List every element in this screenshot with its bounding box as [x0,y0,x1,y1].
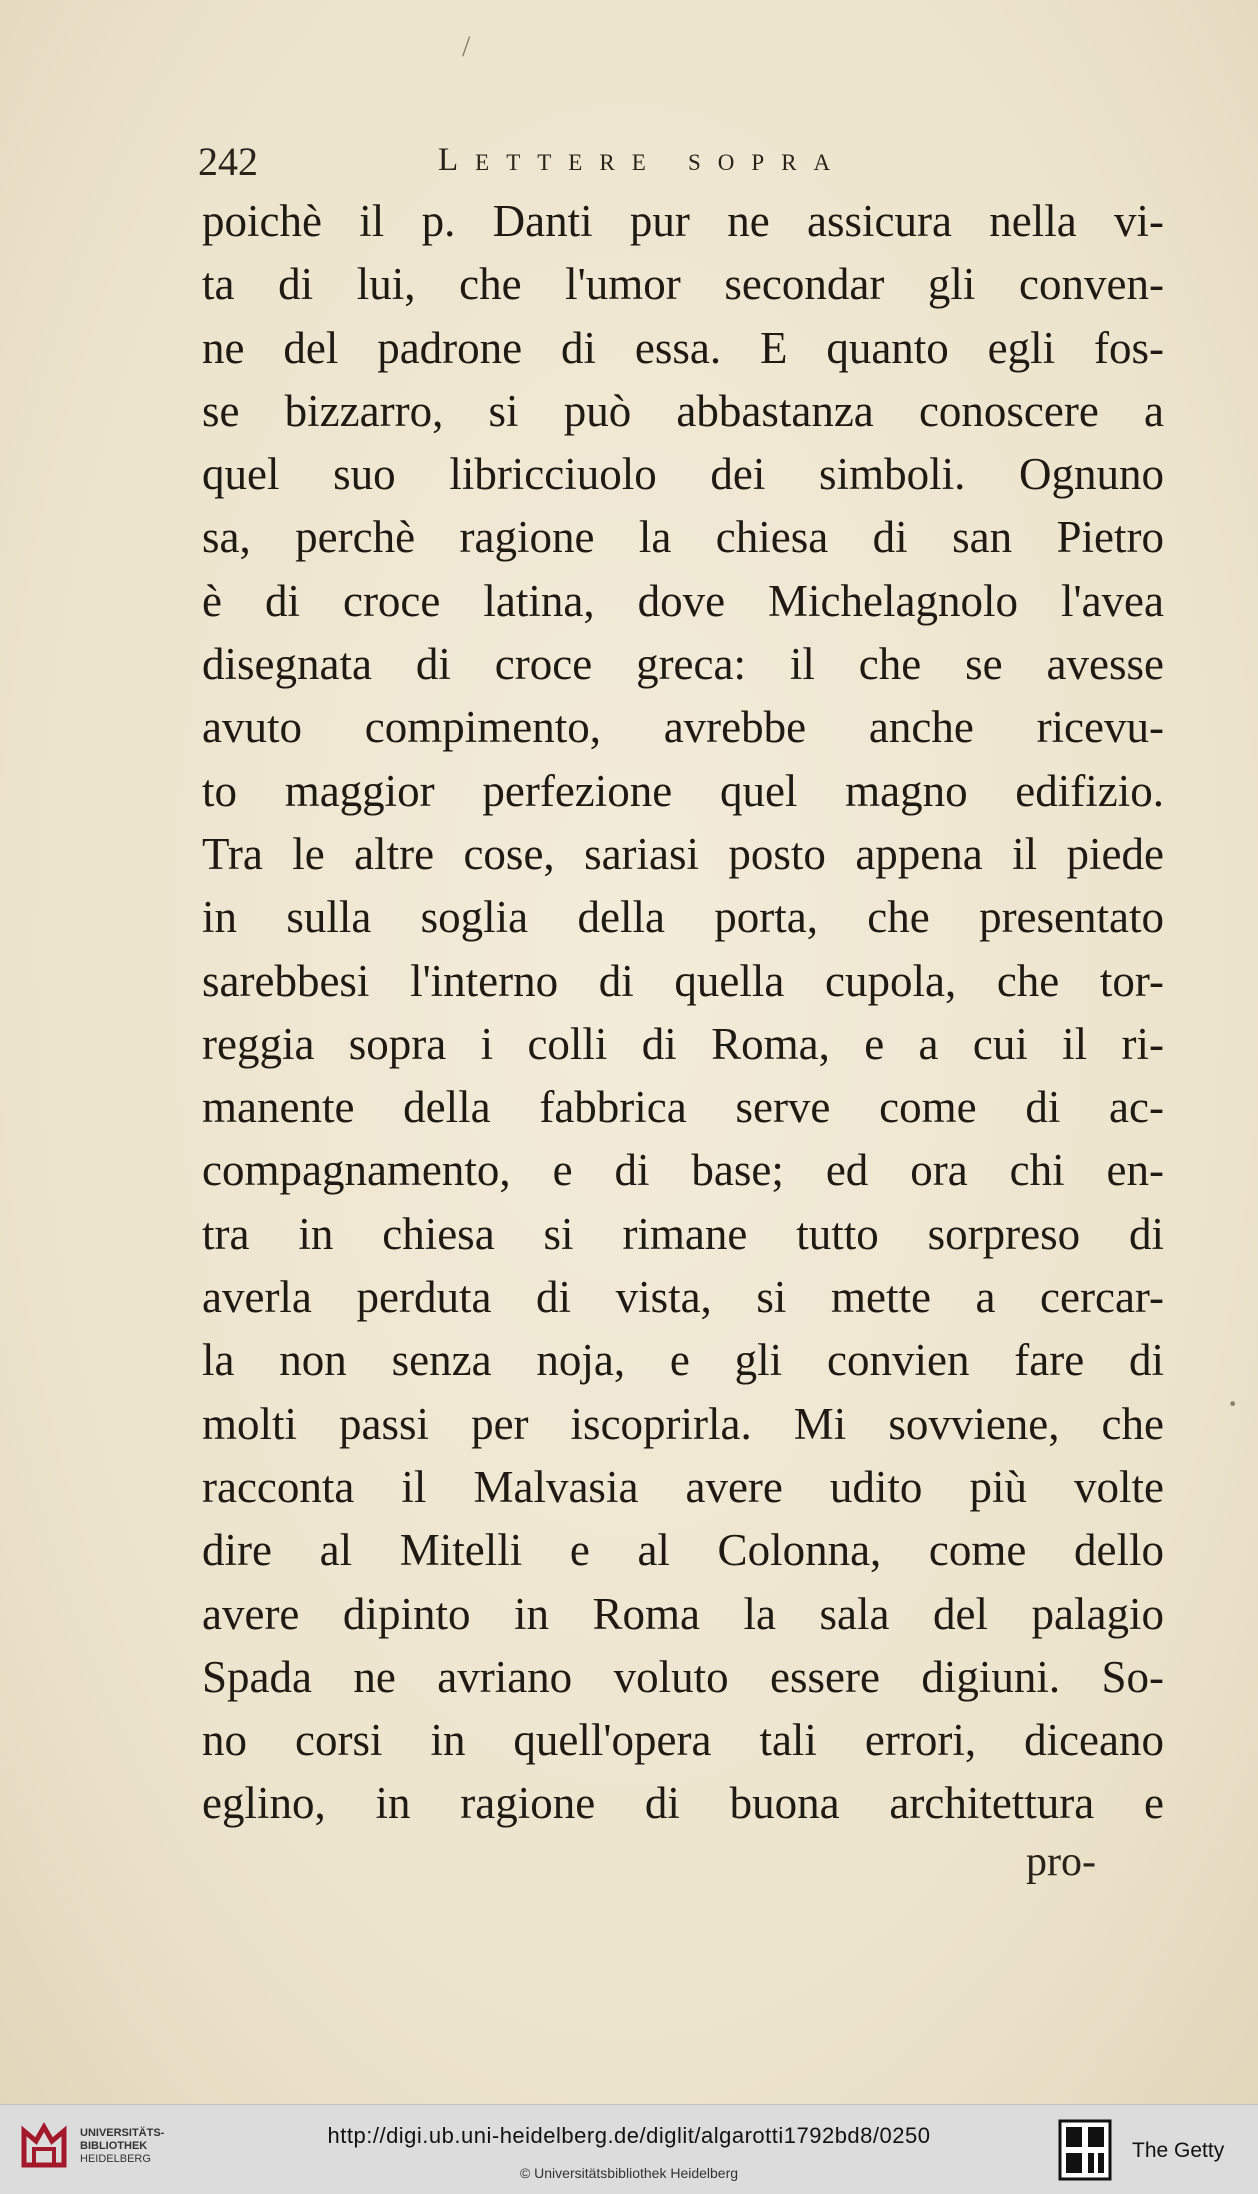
margin-mark: · [1226,1381,1240,1426]
getty-name[interactable]: The Getty [1132,2139,1225,2162]
text-line: ta di lui, che l'umor secondar gli conven- [202,259,1164,310]
copyright-notice: © Universitätsbibliothek Heidelberg [519,2165,739,2181]
text-line: Tra le altre cose, sariasi posto appena il piede [202,828,1164,879]
text-line: reggia sopra i colli di Roma, e a cui il ri- [202,1018,1164,1069]
body-text [202,190,1164,1836]
text-line: se bizzarro, si può abbastanza conoscere a [202,385,1164,436]
text-line: tra in chiesa si rimane tutto sorpreso di [202,1208,1164,1259]
text-line: avuto compimento, avrebbe anche ricevu- [202,702,1164,753]
page-header [198,138,1148,188]
text-line: Spada ne avriano voluto essere digiuni. So- [202,1651,1164,1702]
text-line: averla perduta di vista, si mette a cercar- [202,1272,1164,1323]
text-line: è di croce latina, dove Michelagnolo l'avea [202,575,1164,626]
text-line: in sulla soglia della porta, che presentato [202,892,1164,943]
page-number: 242 [198,139,258,184]
text-line: la non senza noja, e gli convien fare di [202,1335,1164,1386]
library-name: UNIVERSITÄTS- BIBLIOTHEK HEIDELBERG [80,2127,165,2165]
stray-mark: / [462,30,471,63]
getty-logo[interactable] [1058,2119,1112,2181]
text-line: manente della fabbrica serve come di ac- [202,1082,1164,1133]
text-line: sa, perchè ragione la chiesa di san Pietro [202,512,1164,563]
text-line: to maggior perfezione quel magno edifizio. [202,765,1164,816]
text-line: racconta il Malvasia avere udito più volte [202,1461,1164,1512]
text-line: quel suo libricciuolo dei simboli. Ognuno [202,449,1164,500]
text-line: ne del padrone di essa. E quanto egli fos- [202,322,1164,373]
permalink-url[interactable]: http://digi.ub.uni-heidelberg.de/diglit/algarotti1792bd8/0250 [327,2123,931,2148]
text-line: sarebbesi l'interno di quella cupola, che tor- [202,955,1164,1006]
text-line: dire al Mitelli e al Colonna, come dello [202,1525,1164,1576]
text-line: no corsi in quell'opera tali errori, diceano [202,1715,1164,1766]
text-line: compagnamento, e di base; ed ora chi en- [202,1145,1164,1196]
text-line: disegnata di croce greca: il che se avesse [202,639,1164,690]
viewer-footer [0,2104,1258,2194]
text-line: avere dipinto in Roma la sala del palagio [202,1588,1164,1639]
text-line: eglino, in ragione di buona architettura e [202,1778,1164,1829]
text-line: poichè il p. Danti pur ne assicura nella vi- [202,196,1164,246]
text-line: molti passi per iscoprirla. Mi sovviene, che [202,1398,1164,1449]
running-title: Lettere sopra [438,142,848,178]
catchword: pro- [1026,1839,1096,1885]
